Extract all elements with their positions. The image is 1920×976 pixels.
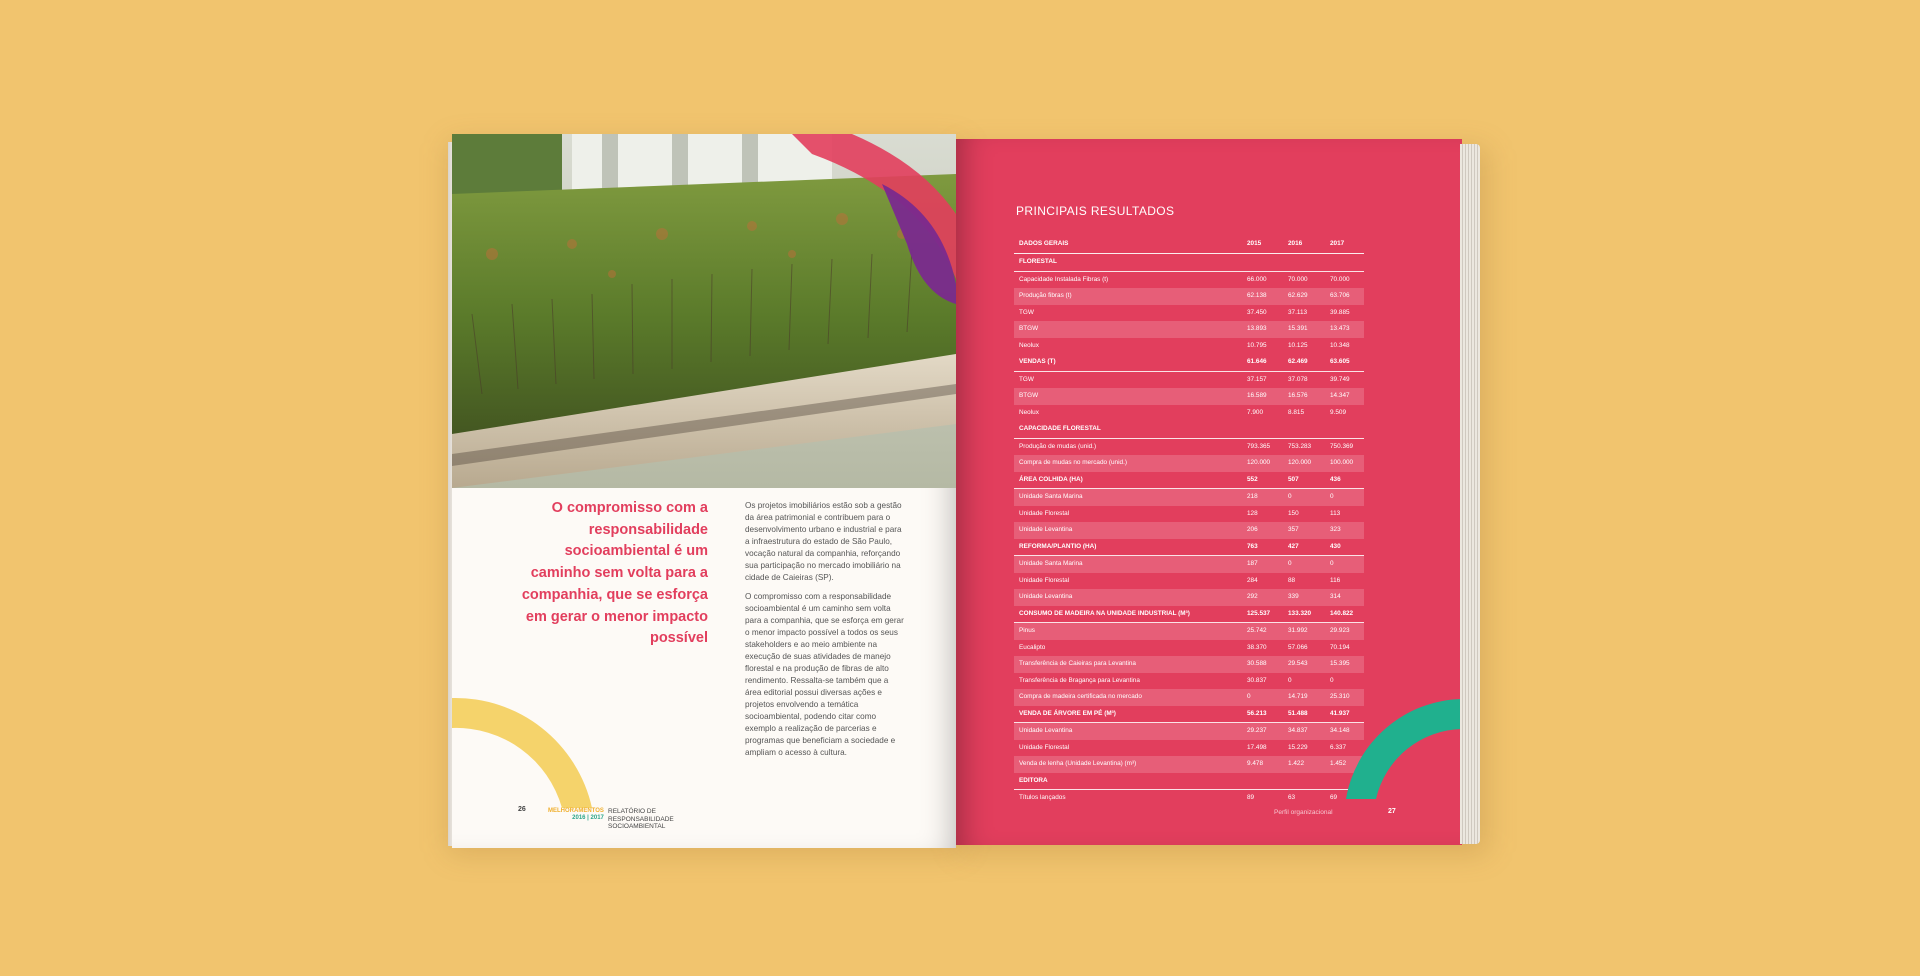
row-label: Neolux (1019, 341, 1039, 349)
table-row (1014, 472, 1364, 490)
table-row (1014, 421, 1364, 439)
row-value-2016: 10.125 (1288, 341, 1308, 349)
row-value-2015: 218 (1247, 493, 1258, 500)
row-label: EDITORA (1019, 776, 1048, 784)
row-value-2015: 62.138 (1247, 292, 1267, 299)
table-row (1014, 756, 1364, 773)
row-value-2017: 314 (1330, 593, 1341, 600)
row-label: Unidade Florestal (1019, 576, 1070, 584)
row-value-2015: 25.742 (1247, 627, 1267, 634)
page-number-left: 26 (518, 806, 526, 813)
table-row (1014, 589, 1364, 606)
row-value-2017: 70.000 (1330, 275, 1350, 283)
row-value-2015: 552 (1247, 475, 1258, 483)
row-value-2016: 29.543 (1288, 660, 1308, 667)
row-value-2017: 10.348 (1330, 341, 1350, 349)
row-value-2016: 70.000 (1288, 275, 1308, 283)
row-value-2017: 113 (1330, 509, 1341, 517)
row-value-2015: 30.588 (1247, 660, 1267, 667)
row-value-2017: 1.452 (1330, 760, 1346, 767)
seedlings-photo (452, 134, 956, 488)
paragraph-1: Os projetos imobiliários estão sob a gestão da área patrimonial e contribuem para o desenvolvimento urbano e industrial e para a infraestrutura do estado de São Paulo, vocação natural da companhia, reforçando sua participação no mercado imobiliário na cidade de Caieiras (SP). (745, 501, 902, 582)
row-label: Unidade Levantina (1019, 593, 1073, 600)
table-row (1014, 455, 1364, 472)
table-row (1014, 405, 1364, 422)
results-table (1014, 235, 1364, 807)
brand-name: MELHORAMENTOS (548, 808, 604, 814)
row-label: Compra de mudas no mercado (unid.) (1019, 459, 1127, 466)
row-label: VENDA DE ÁRVORE EM PÉ (M³) (1019, 709, 1116, 717)
row-label: Produção de mudas (unid.) (1019, 442, 1097, 450)
row-value-2015: 284 (1247, 576, 1258, 584)
row-value-2015: 128 (1247, 509, 1258, 517)
right-page-edge (1460, 144, 1480, 844)
table-row (1014, 706, 1364, 724)
header-2017: 2017 (1330, 240, 1345, 247)
row-value-2017: 39.885 (1330, 308, 1350, 316)
row-value-2016: 37.078 (1288, 375, 1308, 383)
paragraph-2: O compromisso com a responsabilidade socioambiental é um caminho sem volta para a companhia, que se esforça em gerar o menor impacto possível a todos os seus stakeholders e ao meio ambiente na execução de suas atividades de manejo florestal e na produção de fibras de alto rendimento. Ressalta-se também que a área editorial possui diversas ações e projetos envolvendo a temática socioambiental, podendo citar como exemplo a realização de parcerias e programas que beneficiam a sociedade e ampliam o acesso à cultura. (745, 592, 904, 757)
table-row (1014, 439, 1364, 456)
row-value-2015: 17.498 (1247, 743, 1267, 751)
row-label: BTGW (1019, 392, 1039, 399)
table-row (1014, 254, 1364, 272)
row-label: FLORESTAL (1019, 258, 1057, 265)
row-value-2015: 30.837 (1247, 676, 1267, 684)
table-row (1014, 372, 1364, 389)
table-row (1014, 623, 1364, 640)
row-value-2017: 6.337 (1330, 743, 1346, 751)
table-row (1014, 723, 1364, 740)
body-text (745, 500, 905, 766)
table-row (1014, 288, 1364, 305)
row-value-2017: 430 (1330, 542, 1341, 550)
row-value-2016: 14.719 (1288, 693, 1308, 700)
row-label: Eucalipto (1019, 643, 1046, 651)
row-value-2015: 61.646 (1247, 358, 1267, 365)
row-value-2015: 37.157 (1247, 375, 1267, 383)
row-value-2017: 41.937 (1330, 709, 1350, 717)
row-value-2015: 793.365 (1247, 442, 1271, 450)
row-value-2017: 9.509 (1330, 408, 1346, 416)
table-row (1014, 338, 1364, 355)
row-value-2015: 89 (1247, 794, 1255, 801)
table-row (1014, 606, 1364, 624)
row-value-2016: 34.837 (1288, 727, 1308, 734)
row-value-2015: 16.589 (1247, 392, 1267, 399)
row-value-2016: 507 (1288, 475, 1299, 483)
row-value-2016: 427 (1288, 542, 1299, 550)
row-label: Unidade Florestal (1019, 743, 1070, 751)
row-value-2017: 29.923 (1330, 627, 1350, 634)
brand-mark (548, 808, 604, 822)
row-value-2015: 10.795 (1247, 341, 1267, 349)
row-value-2017: 0 (1330, 560, 1334, 567)
table-row (1014, 272, 1364, 289)
header-2015: 2015 (1247, 240, 1262, 247)
row-label: Venda de lenha (Unidade Levantina) (m³) (1019, 760, 1137, 767)
row-value-2017: 63.706 (1330, 292, 1350, 299)
row-label: Compra de madeira certificada no mercado (1019, 693, 1142, 700)
row-label: Capacidade Instalada Fibras (t) (1019, 275, 1109, 283)
table-row (1014, 556, 1364, 573)
row-label: REFORMA/PLANTIO (HA) (1019, 542, 1097, 550)
table-row (1014, 506, 1364, 523)
row-label: Pinus (1019, 627, 1035, 634)
table-row (1014, 689, 1364, 706)
row-label: Neolux (1019, 408, 1039, 416)
table-row (1014, 305, 1364, 322)
row-value-2017: 750.369 (1330, 442, 1354, 450)
row-value-2017: 0 (1330, 493, 1334, 500)
row-value-2016: 0 (1288, 676, 1292, 684)
table-row (1014, 388, 1364, 405)
row-value-2016: 1.422 (1288, 760, 1304, 767)
brand-years: 2016 | 2017 (572, 815, 604, 821)
row-value-2016: 37.113 (1288, 308, 1308, 316)
row-value-2017: 34.148 (1330, 727, 1350, 734)
footer-section-label: Perfil organizacional (1274, 809, 1333, 816)
report-title-line-3: SOCIOAMBIENTAL (608, 823, 666, 830)
row-value-2017: 25.310 (1330, 693, 1350, 700)
row-value-2016: 133.320 (1288, 609, 1312, 617)
row-value-2016: 88 (1288, 576, 1296, 584)
row-value-2016: 62.629 (1288, 292, 1308, 299)
row-value-2017: 0 (1330, 676, 1334, 684)
row-value-2016: 51.488 (1288, 709, 1308, 717)
row-label: CONSUMO DE MADEIRA NA UNIDADE INDUSTRIAL (M³) (1019, 609, 1190, 617)
row-value-2016: 0 (1288, 493, 1292, 500)
row-label: ÁREA COLHIDA (HA) (1019, 475, 1083, 483)
row-value-2015: 0 (1247, 693, 1251, 700)
row-value-2017: 69 (1330, 794, 1338, 801)
row-label: Unidade Santa Marina (1019, 560, 1083, 567)
pull-quote: O compromisso com a responsabilidade socioambiental é um caminho sem volta para a companhia, que se esforça em gerar o menor impacto possível (521, 500, 708, 647)
row-value-2016: 0 (1288, 560, 1292, 567)
row-value-2015: 37.450 (1247, 308, 1267, 316)
row-value-2016: 63 (1288, 794, 1296, 801)
table-row (1014, 522, 1364, 539)
table-row (1014, 640, 1364, 657)
row-value-2016: 57.066 (1288, 643, 1308, 651)
row-value-2015: 38.370 (1247, 643, 1267, 651)
row-value-2016: 339 (1288, 593, 1299, 600)
row-value-2016: 62.469 (1288, 358, 1308, 365)
row-label: Produção fibras (t) (1019, 292, 1072, 299)
right-page (956, 139, 1462, 845)
row-value-2016: 357 (1288, 526, 1299, 533)
table-row (1014, 773, 1364, 791)
page-number-right: 27 (1388, 808, 1396, 815)
row-value-2016: 15.229 (1288, 743, 1308, 751)
row-label: Unidade Santa Marina (1019, 493, 1083, 500)
row-value-2017: 39.749 (1330, 375, 1350, 383)
row-value-2017: 70.194 (1330, 643, 1350, 651)
row-label: TGW (1019, 308, 1034, 316)
table-row (1014, 489, 1364, 506)
row-value-2017: 323 (1330, 526, 1341, 533)
left-page (452, 134, 956, 848)
report-title-line-1: RELATÓRIO DE (608, 808, 656, 815)
row-value-2016: 15.391 (1288, 325, 1308, 332)
row-value-2016: 120.000 (1288, 459, 1312, 466)
yellow-arc-decoration (452, 678, 622, 808)
row-value-2017: 14.347 (1330, 392, 1350, 399)
row-value-2015: 7.900 (1247, 408, 1263, 416)
report-title-line-2: RESPONSABILIDADE (608, 815, 674, 823)
row-label: Unidade Florestal (1019, 509, 1070, 517)
row-value-2015: 763 (1247, 542, 1258, 550)
row-value-2015: 187 (1247, 560, 1258, 567)
row-value-2016: 150 (1288, 509, 1299, 517)
row-value-2016: 753.283 (1288, 442, 1312, 450)
row-value-2017: 436 (1330, 475, 1341, 483)
row-value-2017: 63.605 (1330, 358, 1350, 365)
row-value-2015: 13.893 (1247, 325, 1267, 332)
row-value-2015: 9.478 (1247, 760, 1263, 767)
row-label: TGW (1019, 375, 1034, 383)
row-value-2016: 16.576 (1288, 392, 1308, 399)
row-value-2015: 29.237 (1247, 727, 1267, 734)
table-row (1014, 321, 1364, 338)
table-row (1014, 573, 1364, 590)
table-header (1014, 235, 1364, 254)
row-value-2016: 31.992 (1288, 627, 1308, 634)
header-dados-gerais: DADOS GERAIS (1019, 240, 1069, 247)
teal-arc-decoration (1346, 699, 1462, 799)
table-row (1014, 740, 1364, 757)
row-value-2017: 100.000 (1330, 459, 1354, 466)
table-row (1014, 673, 1364, 690)
row-label: Transferência de Bragança para Levantina (1019, 676, 1140, 684)
results-title: PRINCIPAIS RESULTADOS (1016, 204, 1175, 218)
row-value-2015: 125.537 (1247, 609, 1271, 617)
row-value-2015: 292 (1247, 593, 1258, 600)
row-value-2015: 206 (1247, 526, 1258, 533)
row-value-2016: 8.815 (1288, 408, 1304, 416)
row-value-2017: 140.822 (1330, 609, 1354, 617)
table-row (1014, 790, 1364, 807)
row-label: Transferência de Caieiras para Levantina (1019, 660, 1136, 667)
row-value-2017: 15.395 (1330, 660, 1350, 667)
header-2016: 2016 (1288, 240, 1303, 247)
table-row (1014, 354, 1364, 372)
row-value-2015: 120.000 (1247, 459, 1271, 466)
row-value-2017: 13.473 (1330, 325, 1350, 332)
row-label: Títulos lançados (1019, 794, 1066, 801)
table-row (1014, 539, 1364, 557)
row-value-2017: 116 (1330, 576, 1341, 584)
table-row (1014, 656, 1364, 673)
row-value-2015: 56.213 (1247, 709, 1267, 717)
row-label: Unidade Levantina (1019, 727, 1073, 734)
report-title (608, 808, 674, 831)
row-label: VENDAS (T) (1019, 358, 1056, 365)
row-label: BTGW (1019, 325, 1039, 332)
row-label: CAPACIDADE FLORESTAL (1019, 425, 1101, 432)
row-value-2015: 66.000 (1247, 275, 1267, 283)
row-label: Unidade Levantina (1019, 526, 1073, 533)
